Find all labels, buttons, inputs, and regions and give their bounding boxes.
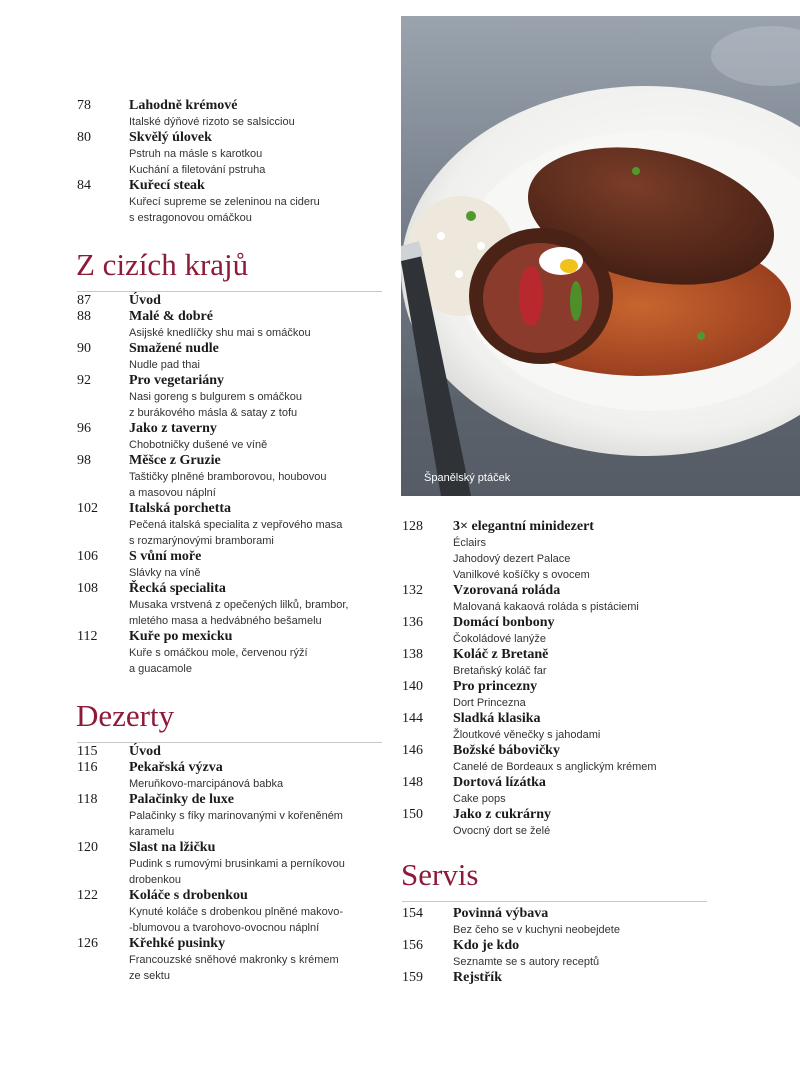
toc-entry-title: Pekařská výzva [129, 760, 223, 775]
toc-entry-subtitle: drobenkou [129, 874, 181, 886]
toc-entry-title: Měšce z Gruzie [129, 453, 221, 468]
toc-page-number: 128 [402, 519, 423, 534]
toc-entry-title: Domácí bonbony [453, 615, 555, 630]
toc-page-number: 148 [402, 775, 423, 790]
toc-entry-subtitle: s rozmarýnovými bramborami [129, 535, 274, 547]
toc-page-number: 154 [402, 906, 423, 921]
toc-entry-title: Palačinky de luxe [129, 792, 235, 807]
toc-page-number: 78 [77, 98, 91, 113]
toc-entry-subtitle: Meruňkovo-marcipánová babka [129, 778, 284, 790]
toc-page-number: 108 [77, 581, 98, 596]
toc-entry-title: Pro princezny [453, 679, 538, 694]
toc-entry-title: Dortová lízátka [453, 775, 546, 790]
toc-page-number: 112 [77, 629, 98, 644]
toc-entry-subtitle: Jahodový dezert Palace [453, 553, 571, 565]
toc-entry [0, 421, 395, 453]
toc-entry-subtitle: Kuchání a filetování pstruha [129, 164, 266, 176]
toc-entry-subtitle: Bez čeho se v kuchyni neobejdete [453, 924, 620, 936]
toc-entry [0, 583, 800, 615]
toc-page-number: 115 [77, 744, 98, 759]
toc-entry-subtitle: Chobotničky dušené ve víně [129, 439, 268, 451]
toc-entry-title: Božské bábovičky [453, 743, 560, 758]
toc-entry [0, 775, 800, 807]
toc-entry-title: Koláč z Bretaně [453, 647, 549, 662]
section-rule [402, 901, 707, 902]
toc-entry-subtitle: Palačinky s fíky marinovanými v kořeněném [129, 810, 343, 822]
toc-page-number: 159 [402, 970, 423, 985]
toc-entry-subtitle: Kuře s omáčkou mole, červenou rýží [129, 647, 308, 659]
toc-entry [0, 679, 800, 711]
toc-entry-subtitle: Dort Princezna [453, 697, 526, 709]
toc-page-number: 98 [77, 453, 91, 468]
toc-entry-subtitle: Kuřecí supreme se zeleninou na cideru [129, 196, 320, 208]
toc-entry-subtitle: Pečená italská specialita z vepřového masa [129, 519, 343, 531]
toc-entry-title: Smažené nudle [129, 341, 219, 356]
toc-entry-title: Jako z cukrárny [453, 807, 551, 822]
toc-entry [0, 711, 800, 743]
toc-page-number: 140 [402, 679, 423, 694]
section-rule [77, 291, 382, 292]
toc-page-number: 90 [77, 341, 91, 356]
toc-page-number: 156 [402, 938, 423, 953]
toc-entry-title: Lahodně krémové [129, 98, 238, 113]
toc-page-number: 144 [402, 711, 423, 726]
toc-list-dezerty-cont [0, 519, 800, 839]
section-title-servis: Servis [401, 857, 479, 892]
toc-entry-title: Koláče s drobenkou [129, 888, 248, 903]
toc-entry [0, 615, 800, 647]
toc-entry-title: Úvod [129, 293, 161, 308]
food-photo [401, 16, 800, 496]
toc-entry-subtitle: mletého masa a hedvábného bešamelu [129, 615, 322, 627]
toc-entry-subtitle: Nasi goreng s bulgurem s omáčkou [129, 391, 303, 403]
toc-entry-subtitle: Žloutkové věnečky s jahodami [453, 729, 601, 741]
toc-entry-title: Řecká specialita [129, 581, 226, 596]
toc-entry [0, 130, 395, 178]
toc-page-number: 84 [77, 178, 91, 193]
toc-list-cooking [0, 98, 395, 226]
toc-entry [0, 519, 800, 583]
toc-entry [0, 906, 800, 938]
toc-entry-subtitle: Nudle pad thai [129, 359, 200, 371]
toc-entry [0, 647, 800, 679]
toc-page-number: 92 [77, 373, 91, 388]
toc-entry [0, 178, 395, 226]
toc-page-number: 87 [77, 293, 91, 308]
toc-entry-subtitle: z burákového másla & satay z tofu [129, 407, 298, 419]
toc-page-number: 88 [77, 309, 91, 324]
toc-entry-title: Sladká klasika [453, 711, 541, 726]
toc-entry-subtitle: -blumovou a tvarohovo-ovocnou náplní [129, 922, 320, 934]
toc-page-number: 150 [402, 807, 423, 822]
toc-entry [0, 309, 395, 341]
toc-entry [0, 98, 395, 130]
toc-entry-subtitle: Francouzské sněhové makronky s krémem [129, 954, 339, 966]
toc-entry-title: S vůní moře [129, 549, 202, 564]
toc-entry [0, 840, 395, 888]
toc-page-number: 118 [77, 792, 98, 807]
toc-entry-title: Slast na lžičku [129, 840, 216, 855]
section-title-dezerty: Dezerty [76, 698, 175, 733]
toc-entry-subtitle: Seznamte se s autory receptů [453, 956, 600, 968]
toc-page-number: 102 [77, 501, 98, 516]
toc-entry-title: Kdo je kdo [453, 938, 520, 953]
toc-page-number: 122 [77, 888, 98, 903]
toc-entry-title: Italská porchetta [129, 501, 232, 516]
toc-entry-subtitle: Italské dýňové rizoto se salsicciou [129, 116, 295, 128]
photo-caption: Španělský ptáček [424, 472, 511, 484]
toc-entry-subtitle: Vanilkové košíčky s ovocem [453, 569, 590, 581]
toc-entry-title: Rejstřík [453, 970, 502, 985]
toc-entry-title: Kuřecí steak [129, 178, 205, 193]
toc-entry-subtitle: Asijské knedlíčky shu mai s omáčkou [129, 327, 311, 339]
toc-page-number: 132 [402, 583, 423, 598]
toc-entry-subtitle: a masovou náplní [129, 487, 216, 499]
toc-page-number: 106 [77, 549, 98, 564]
toc-entry-subtitle: Musaka vrstvená z opečených lilků, brambor, [129, 599, 349, 611]
toc-entry-subtitle: s estragonovou omáčkou [129, 212, 252, 224]
toc-entry [0, 938, 800, 970]
toc-entry-subtitle: Čokoládové lanýže [453, 633, 546, 645]
toc-entry-subtitle: a guacamole [129, 663, 192, 675]
toc-entry-subtitle: Bretaňský koláč far [453, 665, 547, 677]
toc-entry-subtitle: Malovaná kakaová roláda s pistáciemi [453, 601, 639, 613]
toc-entry [0, 373, 395, 421]
toc-entry-subtitle: Cake pops [453, 793, 506, 805]
toc-list-servis [0, 906, 800, 986]
toc-entry-title: 3× elegantní minidezert [453, 519, 594, 534]
section-title-z-cizich-kraju: Z cizích krajů [76, 247, 249, 282]
toc-page-number: 146 [402, 743, 423, 758]
toc-entry-title: Pro vegetariány [129, 373, 224, 388]
toc-entry-title: Úvod [129, 744, 161, 759]
toc-entry [0, 970, 800, 986]
toc-entry [0, 743, 800, 775]
toc-page-number: 120 [77, 840, 98, 855]
toc-entry-subtitle: Kynuté koláče s drobenkou plněné makovo- [129, 906, 344, 918]
toc-entry-title: Křehké pusinky [129, 936, 226, 951]
toc-entry-subtitle: Pstruh na másle s karotkou [129, 148, 263, 160]
toc-entry-subtitle: Slávky na víně [129, 567, 201, 579]
toc-entry-subtitle: Taštičky plněné bramborovou, houbovou [129, 471, 327, 483]
toc-entry-title: Kuře po mexicku [129, 629, 233, 644]
toc-entry-title: Jako z taverny [129, 421, 217, 436]
toc-entry-subtitle: Canelé de Bordeaux s anglickým krémem [453, 761, 657, 773]
toc-entry-title: Malé & dobré [129, 309, 213, 324]
toc-entry-subtitle: Éclairs [453, 537, 487, 549]
toc-entry-title: Skvělý úlovek [129, 130, 212, 145]
toc-entry [0, 807, 800, 839]
toc-page-number: 80 [77, 130, 91, 145]
toc-entry-subtitle: Pudink s rumovými brusinkami a perníkovou [129, 858, 345, 870]
toc-page-number: 96 [77, 421, 91, 436]
toc-entry-subtitle: karamelu [129, 826, 175, 838]
toc-page-number: 136 [402, 615, 423, 630]
toc-entry [0, 453, 395, 501]
toc-page-number: 116 [77, 760, 98, 775]
toc-entry [0, 341, 395, 373]
photo-illustration [401, 16, 800, 496]
toc-entry [0, 293, 395, 309]
toc-page-number: 138 [402, 647, 423, 662]
toc-entry-subtitle: Ovocný dort se želé [453, 825, 551, 837]
toc-entry-title: Vzorovaná roláda [453, 583, 561, 598]
toc-page-number: 126 [77, 936, 98, 951]
toc-entry-subtitle: ze sektu [129, 970, 170, 982]
toc-entry-title: Povinná výbava [453, 906, 549, 921]
